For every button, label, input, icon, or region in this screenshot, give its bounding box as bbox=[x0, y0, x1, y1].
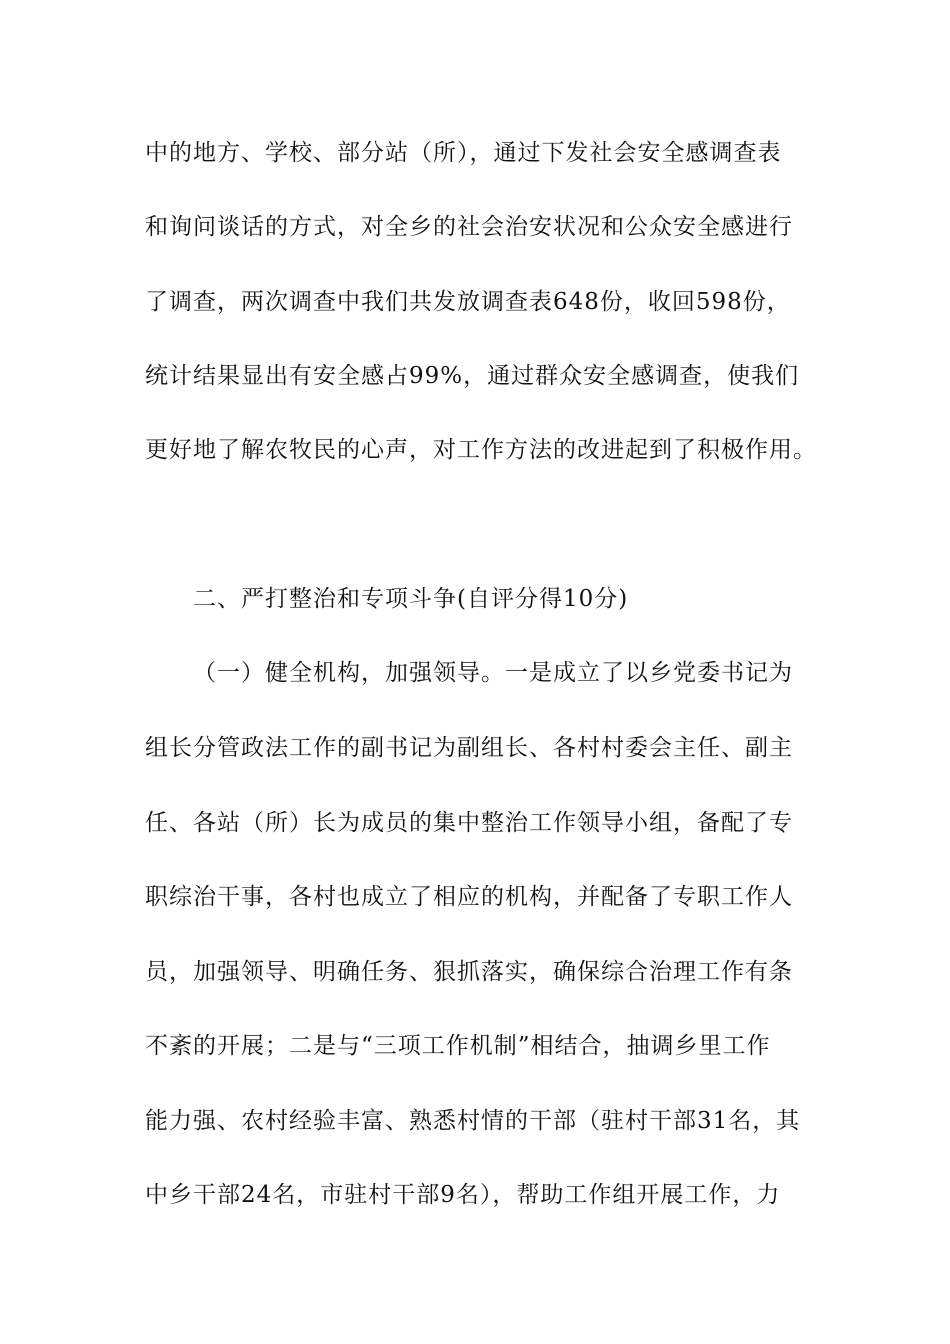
paragraph-line: （一）健全机构，加强领导。一是成立了以乡党委书记为 bbox=[193, 660, 793, 686]
paragraph-line: 能力强、农村经验丰富、熟悉村情的干部（驻村干部31名，其 bbox=[145, 1108, 801, 1134]
paragraph-line: 组长分管政法工作的副书记为副组长、各村村委会主任、副主 bbox=[145, 735, 793, 761]
paragraph-line: 了调查，两次调查中我们共发放调查表648份，收回598份， bbox=[145, 289, 791, 315]
paragraph-line: 和询问谈话的方式，对全乡的社会治安状况和公众安全感进行 bbox=[145, 214, 793, 240]
paragraph-line: 更好地了解农牧民的心声，对工作方法的改进起到了积极作用。 bbox=[145, 437, 817, 463]
paragraph-line: 职综治干事，各村也成立了相应的机构，并配备了专职工作人 bbox=[145, 884, 793, 910]
paragraph-line: 任、各站（所）长为成员的集中整治工作领导小组，备配了专 bbox=[145, 810, 793, 836]
paragraph-line: 统计结果显出有安全感占99%，通过群众安全感调查，使我们 bbox=[145, 363, 800, 389]
paragraph-line: 不紊的开展；二是与“三项工作机制”相结合，抽调乡里工作 bbox=[145, 1033, 771, 1059]
paragraph-line: 中的地方、学校、部分站（所），通过下发社会安全感调查表 bbox=[145, 140, 782, 166]
paragraph-line: 员，加强领导、明确任务、狠抓落实，确保综合治理工作有条 bbox=[145, 959, 793, 985]
section-heading: 二、严打整治和专项斗争(自评分得10分) bbox=[193, 586, 629, 612]
paragraph-line: 中乡干部24名，市驻村干部9名），帮助工作组开展工作，力 bbox=[145, 1182, 781, 1208]
